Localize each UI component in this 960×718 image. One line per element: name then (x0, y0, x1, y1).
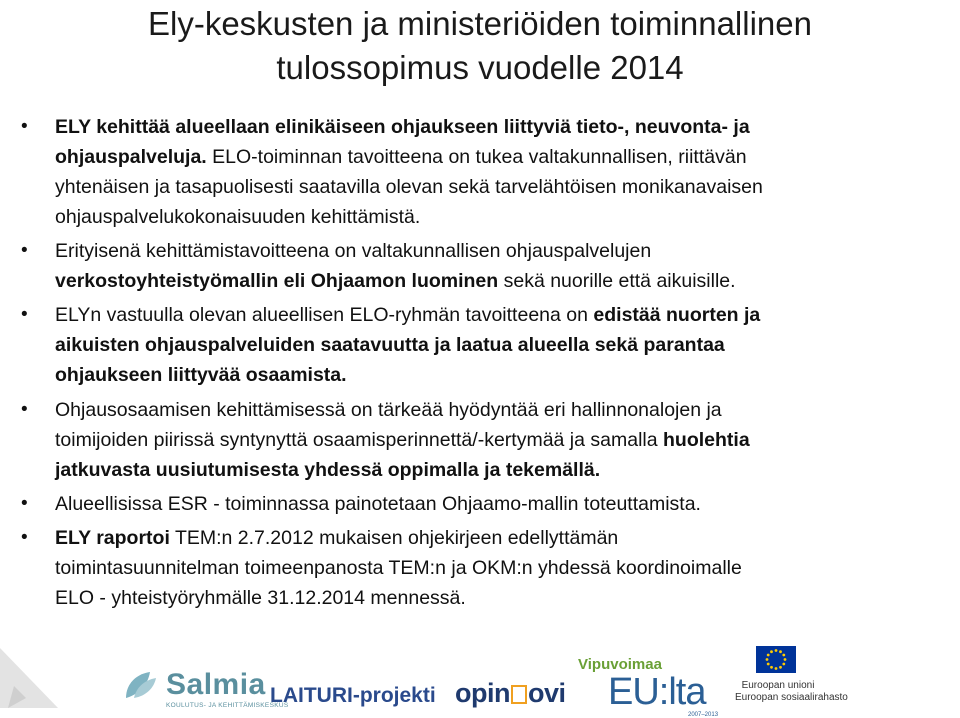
eu-union-text: Euroopan unioni (741, 680, 815, 691)
title-line-1: Ely-keskusten ja ministeriöiden toiminnallinen (148, 5, 812, 42)
slide-title (0, 0, 960, 90)
bullet-dot: • (21, 240, 28, 262)
bullet-item-5 (21, 489, 935, 519)
salmia-wordmark: Salmia (166, 668, 266, 701)
bullet-4-line-1: Ohjausosaamisen kehittämisessä on tärkeää hyödyntää eri hallinnonalojen ja (55, 398, 722, 421)
bullet-2-line-2: sekä nuorille että aikuisille. (498, 270, 736, 293)
corner-arrow-graphic (0, 640, 120, 708)
bullet-dot: • (21, 526, 28, 548)
bullet-item-6 (21, 523, 935, 613)
bullet-dot: • (21, 116, 28, 137)
bullet-item-3 (21, 300, 935, 390)
bullet-item-4 (21, 395, 935, 485)
bullet-4-line-3: jatkuvasta uusiutumisesta yhdessä oppimalla ja tekemällä. (55, 458, 601, 481)
bullet-5-line-1: Alueellisissa ESR - toiminnassa painotetaan Ohjaamo-mallin toteuttamista. (55, 492, 701, 515)
bullet-item-1 (21, 112, 935, 232)
bullet-dot: • (21, 492, 28, 514)
vipuvoimaa-text: Vipuvoimaa (578, 656, 662, 673)
bullet-1-line-2-bold: ohjauspalveluja. (55, 146, 207, 168)
logo-footer (0, 640, 960, 718)
bullet-dot: • (21, 304, 28, 326)
bullet-3-line-1: ELYn vastuulla olevan alueellisen ELO-ryhmän tavoitteena on (55, 304, 594, 327)
title-line-2: tulossopimus vuodelle 2014 (276, 49, 684, 86)
bullet-6-line-3: ELO - yhteistyöryhmälle 31.12.2014 mennessä. (55, 586, 466, 609)
salmia-tagline: KOULUTUS- JA KEHITTÄMISKESKUS (166, 702, 289, 709)
eu-caption (735, 680, 848, 704)
bullet-1-line-1: ELY kehittää alueellaan elinikäiseen ohjaukseen liittyviä tieto-, neuvonta- ja (55, 116, 750, 138)
eulta-text: EU:lta (608, 671, 706, 713)
bullet-1-line-3: yhtenäisen ja tasapuolisesti saatavilla olevan sekä tarvelähtöisen monikanavaisen (55, 176, 763, 198)
eu-fund-text: Euroopan sosiaalirahasto (735, 692, 848, 703)
bullet-list (21, 112, 935, 613)
eu-flag-icon (756, 646, 796, 673)
bullet-1-line-2: ELO-toiminnan tavoitteena on tukea valtakunnallisen, riittävän (206, 146, 747, 168)
salmia-leaf-icon (122, 670, 160, 700)
bullet-2-line-1: Erityisenä kehittämistavoitteena on valtakunnallisen ohjauspalvelujen (55, 240, 652, 263)
bullet-item-2 (21, 236, 935, 296)
eulta-years: 2007–2013 (688, 712, 719, 718)
bullet-4-line-2: toimijoiden piirissä syntynyttä osaamisperinnettä/-kertymää ja samalla (55, 428, 664, 451)
bullet-3-line-2: aikuisten ohjauspalveluiden saatavuutta ja laatua alueella sekä parantaa (55, 334, 725, 357)
bullet-3-line-1-bold: edistää nuorten ja (593, 304, 761, 327)
laituri-logo: LAITURI-projekti (270, 684, 436, 707)
opinovi-logo (455, 678, 566, 709)
bullet-6-line-2: toimintasuunnitelman toimeenpanosta TEM:n ja OKM:n yhdessä koordinoimalle (55, 556, 742, 579)
bullet-6-line-1: TEM:n 2.7.2012 mukaisen ohjekirjeen edellyttämän (169, 526, 619, 549)
bullet-6-line-1-bold: ELY raportoi (55, 526, 170, 549)
bullet-1-line-4: ohjauspalvelukokonaisuuden kehittämistä. (55, 206, 421, 228)
opinovi-door-icon (511, 685, 527, 704)
bullet-3-line-3: ohjaukseen liittyvää osaamista. (55, 364, 347, 387)
bullet-4-line-2-bold: huolehtia (663, 428, 750, 451)
bullet-2-line-2-bold: verkostoyhteistyömallin eli Ohjaamon luominen (55, 270, 499, 293)
opinovi-part-1: opin (455, 678, 510, 708)
opinovi-part-2: ovi (527, 678, 566, 708)
bullet-dot: • (21, 398, 28, 420)
vipuvoimaa-logo (578, 656, 719, 718)
salmia-logo (122, 668, 289, 709)
